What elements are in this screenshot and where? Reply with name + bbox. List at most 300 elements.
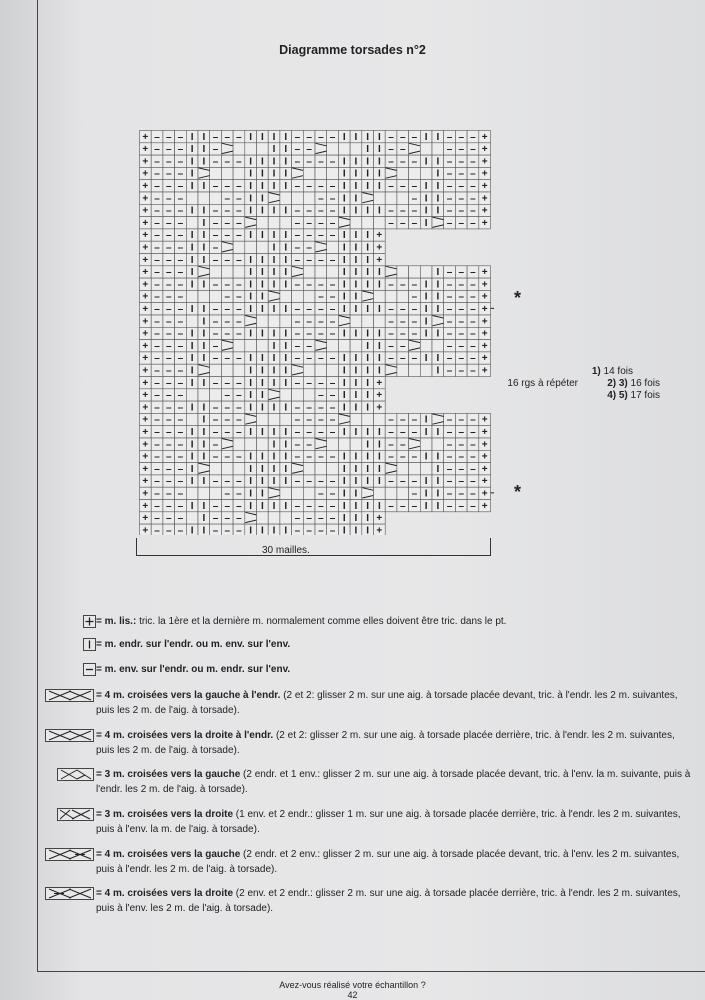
svg-text:–: – [177,402,184,414]
svg-text:I: I [260,328,264,340]
svg-text:–: – [154,476,160,488]
svg-text:I: I [190,181,194,192]
svg-text:–: – [236,279,242,291]
svg-text:I: I [284,279,288,291]
svg-text:–: – [458,279,465,291]
svg-text:I: I [202,217,206,229]
svg-text:–: – [212,156,219,168]
svg-text:+: + [481,193,488,205]
svg-text:I: I [190,451,194,463]
svg-text:I: I [436,267,440,279]
svg-text:–: – [177,279,184,291]
chart-row [140,450,491,462]
svg-text:–: – [177,144,184,156]
legend-desc: (2 endr. et 2 env.: glisser 2 m. sur une aig. à torsade placée devant, tric. à l'env. les 2 m. suivantes, puis à l'endr. les 2 m. de l'aig. à torsade). [96,849,680,875]
svg-text:I: I [424,181,428,192]
legend-term: = m. endr. sur l'endr. ou m. env. sur l'env. [96,639,291,650]
svg-text:–: – [165,181,172,192]
svg-text:–: – [165,291,172,303]
svg-text:–: – [236,513,242,525]
svg-text:+: + [142,513,149,525]
svg-text:–: – [318,156,324,168]
svg-text:I: I [436,205,440,217]
svg-text:+: + [481,500,488,512]
svg-text:–: – [399,340,406,352]
svg-text:–: – [177,291,184,303]
svg-text:–: – [165,513,172,525]
svg-text:–: – [165,427,172,438]
svg-text:–: – [458,205,465,217]
svg-text:–: – [154,267,160,279]
svg-text:+: + [481,488,488,500]
svg-text:–: – [224,525,231,535]
svg-text:I: I [366,476,370,488]
svg-text:+: + [142,304,149,315]
svg-text:I: I [272,463,276,475]
svg-text:–: – [294,402,301,414]
svg-text:–: – [411,205,418,217]
svg-text:+: + [481,427,488,438]
svg-text:–: – [154,316,160,328]
svg-text:+: + [376,230,383,242]
svg-text:–: – [399,316,406,328]
svg-text:–: – [411,476,418,488]
svg-text:I: I [284,500,288,512]
svg-text:–: – [212,353,219,365]
svg-text:–: – [154,181,160,192]
svg-text:–: – [236,131,242,143]
svg-text:I: I [377,131,381,143]
svg-text:I: I [260,254,264,266]
svg-text:I: I [249,500,253,512]
svg-text:–: – [177,156,184,168]
svg-text:–: – [212,279,219,291]
svg-text:–: – [236,230,242,242]
svg-text:I: I [366,144,370,156]
svg-text:–: – [177,365,184,377]
svg-text:I: I [377,500,381,512]
svg-text:–: – [329,427,336,438]
svg-text:I: I [366,513,370,525]
svg-text:I: I [190,328,194,340]
svg-text:I: I [424,427,428,438]
svg-text:I: I [424,217,428,229]
svg-text:–: – [306,340,312,352]
svg-text:–: – [470,193,476,205]
svg-text:–: – [154,242,160,254]
svg-text:–: – [165,156,172,168]
size-count: 16 fois [630,378,660,389]
svg-text:I: I [190,267,194,279]
stitch-count-label: 30 mailles. [262,545,310,556]
svg-text:–: – [318,131,324,143]
svg-text:–: – [458,500,465,512]
svg-text:I: I [354,525,358,535]
svg-text:I: I [366,328,370,340]
svg-text:–: – [458,181,465,192]
svg-text:I: I [354,205,358,217]
svg-text:I: I [342,353,346,365]
chart-row [140,463,491,475]
chart-row [140,229,386,241]
svg-text:–: – [154,500,160,512]
svg-text:–: – [318,291,324,303]
svg-text:I: I [249,488,253,500]
svg-text:I: I [284,377,288,389]
svg-text:I: I [272,144,276,156]
svg-text:–: – [165,402,172,414]
svg-text:I: I [190,144,194,156]
svg-text:I: I [202,304,206,315]
svg-text:–: – [212,131,219,143]
svg-text:–: – [154,144,160,156]
svg-text:I: I [202,156,206,168]
svg-text:I: I [249,230,253,242]
svg-text:I: I [424,304,428,315]
svg-text:–: – [306,316,312,328]
svg-text:–: – [399,304,406,315]
chart-row [140,131,491,143]
svg-text:–: – [165,439,172,451]
svg-text:I: I [249,353,253,365]
svg-text:–: – [446,340,453,352]
repeat-size-2 [577,378,660,389]
svg-text:–: – [177,193,184,205]
svg-text:+: + [142,328,149,340]
svg-text:–: – [177,463,184,475]
svg-text:–: – [411,193,418,205]
svg-text:I: I [366,205,370,217]
svg-text:–: – [165,230,172,242]
chart-row [140,364,491,376]
svg-text:–: – [470,279,476,291]
svg-text:I: I [202,131,206,143]
svg-text:–: – [470,304,476,315]
svg-text:–: – [236,328,242,340]
svg-text:–: – [446,328,453,340]
svg-text:–: – [458,168,465,180]
svg-text:–: – [318,525,324,535]
svg-text:–: – [224,451,231,463]
svg-text:–: – [154,328,160,340]
svg-text:+: + [481,414,488,426]
svg-text:I: I [202,340,206,352]
svg-text:I: I [202,377,206,389]
svg-text:I: I [190,476,194,488]
svg-text:I: I [249,181,253,192]
svg-text:–: – [329,402,336,414]
size-label: 1) [591,366,601,377]
svg-text:I: I [249,304,253,315]
svg-text:+: + [142,254,149,266]
svg-text:–: – [165,242,172,254]
svg-text:I: I [249,279,253,291]
svg-text:–: – [306,144,312,156]
svg-text:I: I [190,340,194,352]
svg-text:–: – [236,193,242,205]
svg-text:I: I [249,193,253,205]
svg-text:–: – [294,144,301,156]
repeat-marker-top: * [514,288,522,308]
svg-text:–: – [318,181,324,192]
svg-text:–: – [212,205,219,217]
svg-text:–: – [212,377,219,389]
svg-text:I: I [366,463,370,475]
svg-text:–: – [212,217,219,229]
svg-text:–: – [306,427,312,438]
svg-text:–: – [224,279,231,291]
svg-text:–: – [212,230,219,242]
svg-text:–: – [212,254,219,266]
svg-text:–: – [236,377,242,389]
svg-text:–: – [470,476,476,488]
svg-text:I: I [202,451,206,463]
svg-text:–: – [329,488,336,500]
svg-text:–: – [154,451,160,463]
svg-text:–: – [212,451,219,463]
svg-text:+: + [142,500,149,512]
legend-term: = 4 m. croisées vers la gauche à l'endr. [96,690,281,701]
footer-question: Avez-vous réalisé votre échantillon ? [279,980,426,990]
svg-text:–: – [165,414,172,426]
svg-text:–: – [470,451,476,463]
svg-text:–: – [294,279,301,291]
svg-text:I: I [284,328,288,340]
svg-text:I: I [202,476,206,488]
svg-text:+: + [481,291,488,303]
svg-text:–: – [446,193,453,205]
svg-text:–: – [165,279,172,291]
svg-text:I: I [366,242,370,254]
svg-text:–: – [306,279,312,291]
svg-text:–: – [154,230,160,242]
svg-text:–: – [318,513,324,525]
svg-text:I: I [366,451,370,463]
svg-text:–: – [399,144,406,156]
chart-row [140,487,491,499]
svg-text:–: – [446,144,453,156]
svg-text:+: + [481,439,488,451]
svg-text:I: I [424,291,428,303]
svg-text:+: + [376,525,383,535]
chart-row [140,413,491,425]
svg-text:–: – [470,144,476,156]
svg-text:I: I [260,427,264,438]
svg-text:–: – [318,390,324,402]
svg-text:I: I [342,525,346,535]
svg-text:–: – [318,279,324,291]
svg-text:I: I [342,242,346,254]
svg-text:I: I [424,414,428,426]
svg-text:–: – [294,242,301,254]
svg-text:–: – [177,500,184,512]
svg-text:–: – [212,181,219,192]
svg-text:–: – [236,217,242,229]
svg-text:–: – [399,205,406,217]
svg-text:–: – [177,205,184,217]
repeat-size-3 [577,390,660,401]
svg-text:I: I [249,156,253,168]
svg-text:–: – [177,316,184,328]
svg-text:I: I [436,463,440,475]
svg-text:–: – [236,500,242,512]
svg-text:I: I [342,279,346,291]
svg-text:I: I [354,230,358,242]
svg-text:I: I [260,205,264,217]
svg-text:–: – [470,439,476,451]
svg-text:–: – [318,254,324,266]
svg-text:–: – [411,181,418,192]
svg-text:–: – [458,353,465,365]
svg-text:I: I [249,205,253,217]
svg-text:–: – [329,291,336,303]
svg-text:–: – [458,488,465,500]
svg-text:I: I [202,144,206,156]
svg-text:–: – [294,513,301,525]
svg-text:I: I [342,181,346,192]
svg-text:–: – [446,131,453,143]
legend-desc: (2 et 2: glisser 2 m. sur une aig. à torsade placée derrière, tric. à l'endr. les 2 m. suivantes, puis les 2 m. de l'aig. à torsade). [96,730,675,756]
svg-text:–: – [458,427,465,438]
svg-text:–: – [388,205,394,217]
svg-text:+: + [481,156,488,168]
svg-text:I: I [354,476,358,488]
svg-text:I: I [366,439,370,451]
svg-text:I: I [436,168,440,180]
svg-text:–: – [224,181,231,192]
size-label: 2) 3) [607,378,628,389]
svg-text:I: I [272,267,276,279]
svg-text:–: – [177,488,184,500]
svg-text:I: I [260,451,264,463]
svg-text:–: – [212,328,219,340]
svg-text:–: – [446,291,453,303]
svg-text:–: – [294,414,301,426]
svg-text:I: I [284,427,288,438]
svg-text:I: I [354,488,358,500]
svg-text:I: I [377,328,381,340]
chart-row [140,254,386,266]
svg-text:+: + [376,402,383,414]
svg-text:I: I [436,131,440,143]
svg-text:I: I [366,131,370,143]
svg-text:–: – [470,340,476,352]
svg-text:I: I [249,131,253,143]
svg-text:I: I [424,451,428,463]
stitch-width-bracket [136,538,491,556]
svg-text:–: – [458,144,465,156]
svg-text:I: I [436,181,440,192]
svg-text:–: – [154,377,160,389]
svg-text:I: I [190,365,194,377]
svg-text:I: I [377,181,381,192]
svg-text:–: – [236,316,242,328]
svg-text:I: I [202,230,206,242]
svg-text:–: – [306,513,312,525]
svg-text:–: – [212,427,219,438]
svg-text:–: – [294,377,301,389]
svg-text:–: – [306,304,312,315]
svg-text:I: I [260,267,264,279]
svg-text:I: I [436,488,440,500]
svg-text:–: – [154,205,160,217]
svg-text:I: I [342,513,346,525]
svg-text:I: I [284,181,288,192]
svg-text:I: I [436,328,440,340]
svg-text:–: – [177,254,184,266]
svg-text:I: I [424,488,428,500]
svg-text:I: I [436,476,440,488]
svg-text:–: – [446,463,453,475]
svg-text:+: + [142,144,149,156]
svg-text:–: – [154,488,160,500]
svg-text:–: – [294,205,301,217]
svg-text:–: – [329,230,336,242]
svg-text:–: – [224,156,231,168]
legend-desc: (2 endr. et 1 env.: glisser 2 m. sur une aig. à torsade placée devant, tric. à l'env. la m. suivante, puis à l'endr. les 2 m. de l'aig. à torsade). [96,769,691,795]
svg-text:–: – [446,439,453,451]
svg-text:I: I [342,427,346,438]
svg-text:I: I [366,254,370,266]
svg-text:I: I [424,205,428,217]
cable-4-purl-right-icon [45,887,94,900]
svg-text:I: I [202,427,206,438]
svg-text:I: I [424,193,428,205]
svg-text:–: – [177,377,184,389]
svg-text:–: – [154,279,160,291]
svg-text:I: I [354,390,358,402]
svg-text:–: – [470,328,476,340]
svg-text:I: I [424,500,428,512]
svg-text:–: – [224,476,231,488]
svg-text:I: I [272,205,276,217]
svg-text:I: I [284,525,288,535]
svg-text:–: – [165,217,172,229]
svg-text:I: I [249,254,253,266]
page-number: 42 [347,990,358,1000]
svg-text:–: – [154,353,160,365]
svg-text:I: I [354,328,358,340]
svg-text:–: – [399,353,406,365]
svg-text:–: – [329,156,336,168]
svg-text:–: – [329,513,336,525]
chart-row [140,512,386,524]
svg-text:I: I [436,365,440,377]
svg-text:–: – [329,414,336,426]
svg-text:–: – [470,267,476,279]
svg-text:I: I [342,390,346,402]
svg-text:–: – [165,500,172,512]
svg-text:I: I [377,427,381,438]
svg-text:–: – [212,242,219,254]
svg-text:–: – [446,217,453,229]
svg-text:–: – [470,463,476,475]
svg-text:–: – [306,230,312,242]
svg-text:–: – [446,500,453,512]
svg-text:–: – [458,476,465,488]
svg-text:–: – [294,181,301,192]
svg-text:–: – [306,377,312,389]
svg-text:I: I [249,377,253,389]
svg-text:I: I [377,279,381,291]
svg-text:I: I [284,365,288,377]
svg-text:–: – [165,193,172,205]
svg-text:–: – [411,316,418,328]
svg-text:–: – [329,328,336,340]
svg-text:–: – [318,304,324,315]
svg-text:I: I [377,156,381,168]
svg-text:I: I [260,488,264,500]
